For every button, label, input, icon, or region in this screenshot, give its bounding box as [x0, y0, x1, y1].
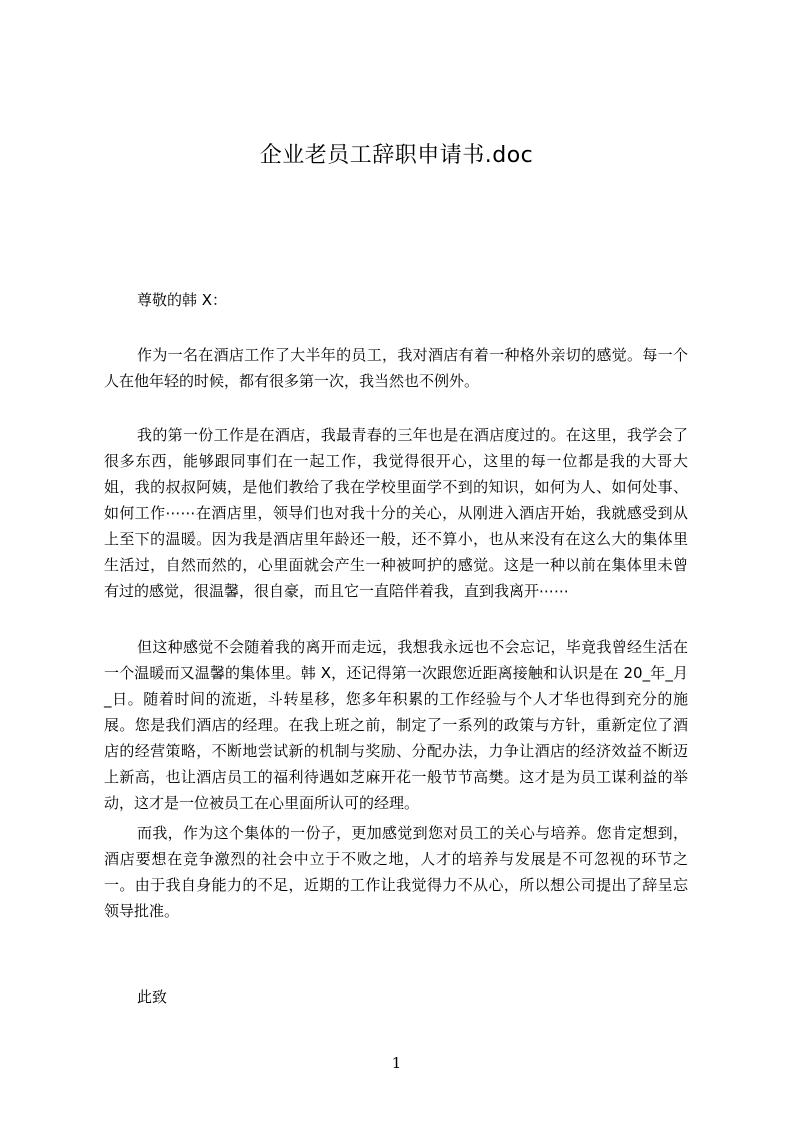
paragraph-4 [104, 820, 688, 924]
paragraph-2 [104, 422, 688, 604]
paragraph-text: 但这种感觉不会随着我的离开而走远，我想我永远也不会忘记，毕竟我曾经生活在一个温暖而又温馨的集体里。韩 X，还记得第一次跟您近距离接触和认识是在 20_年_月_日。随着时间的流逝，斗转星移，您多年积累的工作经验与个人才华也得到充分的施展。您是我们酒店的经理。在我上班之前，制定了一系列的政策与方针，重新定位了酒店的经营策略，不断地尝试新的机制与奖励、分配办法，力争让酒店的经济效益不断迈上新高，也让酒店员工的福利待遇如芝麻开花一般节节高樊。这才是为员工谋利益的举动，这才是一位被员工在心里面所认可的经理。 [104, 638, 688, 812]
paragraph-text: 我的第一份工作是在酒店，我最青春的三年也是在酒店度过的。在这里，我学会了很多东西，能够跟同事们在一起工作，我觉得很开心，这里的每一位都是我的大哥大姐，我的叔叔阿姨，是他们教给了我在学校里面学不到的知识，如何为人、如何处事、如何工作⋯⋯在酒店里，领导们也对我十分的关心，从刚进入酒店开始，我就感受到从上至下的温暖。因为我是酒店里年龄还一般，还不算小，也从来没有在这么大的集体里生活过，自然而然的，心里面就会产生一种被呵护的感觉。这是一种以前在集体里未曾有过的感觉，很温馨，很自豪，而且它一直陪伴着我，直到我离开⋯⋯ [104, 426, 688, 600]
paragraph-1 [104, 342, 688, 394]
closing-text: 此致 [137, 988, 168, 1006]
salutation [104, 287, 688, 313]
paragraph-3 [104, 634, 688, 816]
document-title: 企业老员工辞职申请书.doc [259, 143, 534, 168]
closing [104, 984, 688, 1010]
paragraph-text: 而我，作为这个集体的一份子，更加感觉到您对员工的关心与培养。您肯定想到，酒店要想在竞争激烈的社会中立于不败之地，人才的培养与发展是不可忽视的环节之一。由于我自身能力的不足，近期的工作让我觉得力不从心，所以想公司提出了辞呈忘领导批准。 [104, 824, 688, 920]
page-number: 1 [391, 1054, 402, 1072]
paragraph-text: 作为一名在酒店工作了大半年的员工，我对酒店有着一种格外亲切的感觉。每一个人在他年轻的时候，都有很多第一次，我当然也不例外。 [104, 346, 688, 390]
salutation-text: 尊敬的韩 X： [137, 291, 228, 309]
